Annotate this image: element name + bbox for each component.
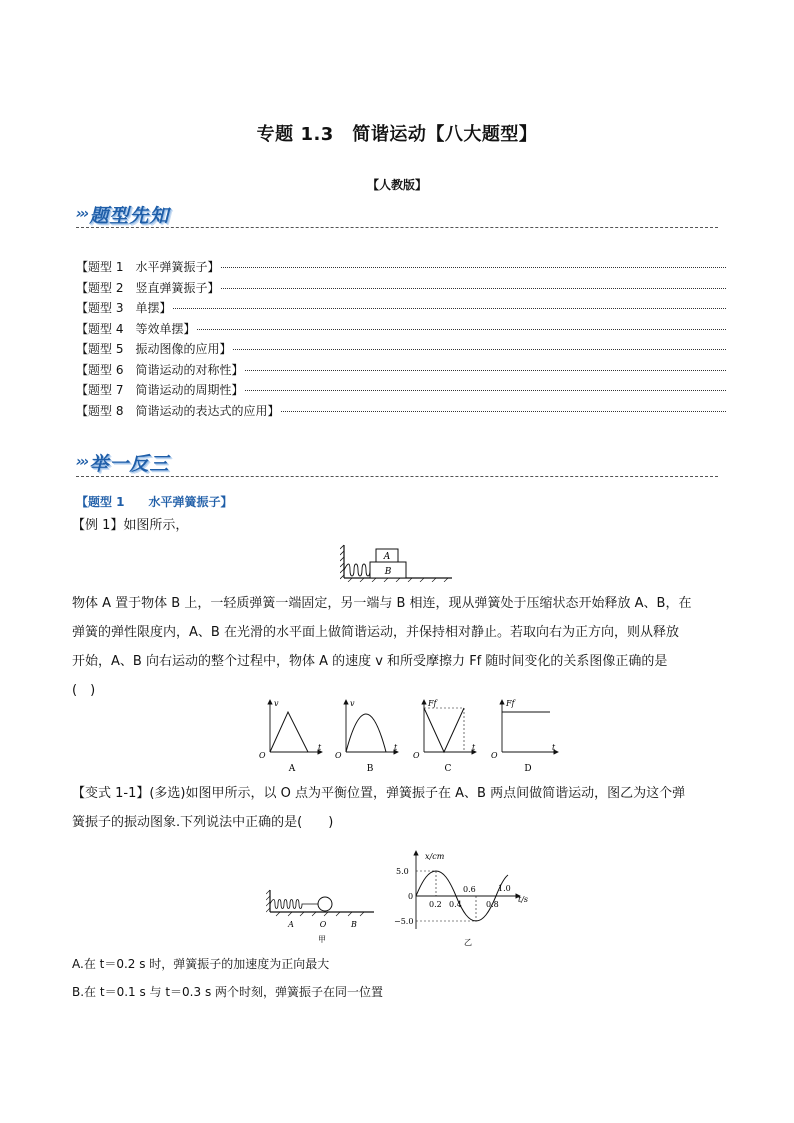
svg-text:1.0: 1.0 — [498, 884, 511, 893]
svg-text:C: C — [444, 764, 452, 774]
example-text: 物体 A 置于物体 B 上，一轻质弹簧一端固定，另一端与 B 相连，现从弹簧处于压缩状态开始释放 A、B，在 弹簧的弹性限度内，A、B 在光滑的水平面上做简谐运动，并保持相对静止。若取向右为正方向，则从释放 开始，A、B 向右运动的整个过程中，物体 A 的速度 v 和所受摩擦力 Ff 随时间变化的关系图像正确的是 ( ) — [72, 596, 692, 698]
toc-item[interactable]: 【题型 3 单摆】 — [76, 299, 726, 320]
block-a-label: A — [383, 552, 391, 562]
graph-d[interactable] — [491, 699, 558, 774]
svg-text:t: t — [394, 743, 398, 752]
toc-item[interactable]: 【题型 8 简谐运动的表达式的应用】 — [76, 402, 726, 423]
example-intro: 【例 1】如图所示， — [72, 518, 189, 533]
svg-text:0.4: 0.4 — [449, 900, 462, 909]
svg-text:O: O — [413, 751, 420, 760]
svg-text:v: v — [274, 699, 279, 708]
svg-text:O: O — [491, 751, 498, 760]
graph-c[interactable] — [413, 699, 476, 774]
toc-item[interactable]: 【题型 5 振动图像的应用】 — [76, 340, 726, 361]
svg-text:0: 0 — [408, 892, 414, 901]
svg-text:v: v — [350, 699, 355, 708]
banner-practice-text: 举一反三 — [89, 452, 170, 475]
chevron-arrows-icon: ››› — [76, 454, 88, 470]
svg-text:乙: 乙 — [464, 938, 472, 947]
svg-text:t: t — [552, 743, 556, 752]
svg-text:t: t — [318, 743, 322, 752]
banner-topic-preview-text: 题型先知 — [89, 204, 170, 227]
svg-text:5.0: 5.0 — [396, 867, 409, 876]
svg-text:t/s: t/s — [518, 895, 529, 904]
svg-text:D: D — [524, 764, 532, 774]
chevron-arrows-icon: ››› — [76, 206, 88, 222]
graph-a[interactable] — [259, 699, 322, 774]
toc-item[interactable]: 【题型 7 简谐运动的周期性】 — [76, 381, 726, 402]
svg-text:0.2: 0.2 — [429, 900, 442, 909]
answer-graphs — [256, 696, 566, 774]
banner-practice — [76, 449, 169, 475]
graph-b[interactable] — [335, 699, 398, 774]
spring-block-figure — [340, 540, 458, 582]
table-of-contents — [76, 258, 726, 422]
option-b: B.在 t＝0.1 s 与 t＝0.3 s 两个时刻，弹簧振子在同一位置 — [72, 985, 384, 999]
svg-text:−5.0: −5.0 — [394, 917, 414, 926]
figure-jia — [266, 886, 378, 944]
divider — [76, 476, 718, 477]
svg-text:O: O — [319, 920, 327, 929]
svg-text:t: t — [472, 743, 476, 752]
option-a: A.在 t＝0.2 s 时，弹簧振子的加速度为正向最大 — [72, 957, 330, 971]
block-b-label: B — [384, 567, 392, 577]
banner-topic-preview — [76, 201, 169, 227]
divider — [76, 227, 718, 228]
toc-item[interactable]: 【题型 6 简谐运动的对称性】 — [76, 361, 726, 382]
svg-text:0.6: 0.6 — [463, 885, 476, 894]
figure-yi-vibration-graph — [394, 845, 536, 949]
svg-text:B: B — [351, 920, 357, 929]
page-subtitle: 【人教版】 — [366, 178, 427, 192]
svg-text:B: B — [366, 764, 374, 774]
toc-item[interactable]: 【题型 2 竖直弹簧振子】 — [76, 279, 726, 300]
svg-text:A: A — [288, 764, 296, 774]
svg-text:O: O — [259, 751, 266, 760]
page-title: 专题 1.3 简谐运动【八大题型】 — [256, 124, 538, 145]
toc-item[interactable]: 【题型 4 等效单摆】 — [76, 320, 726, 341]
toc-item[interactable]: 【题型 1 水平弹簧振子】 — [76, 258, 726, 279]
svg-text:x/cm: x/cm — [425, 852, 445, 861]
variant-text: 【变式 1-1】(多选)如图甲所示，以 O 点为平衡位置，弹簧振子在 A、B 两点间做简谐运动，图乙为这个弹 簧振子的振动图象.下列说法中正确的是( ) — [72, 786, 686, 830]
svg-text:Ff: Ff — [506, 699, 515, 708]
svg-text:Ff: Ff — [428, 699, 437, 708]
section-heading: 【题型 1 水平弹簧振子】 — [76, 495, 233, 509]
svg-text:甲: 甲 — [318, 935, 326, 944]
svg-text:A: A — [288, 920, 294, 929]
svg-text:0.8: 0.8 — [486, 900, 499, 909]
svg-text:O: O — [335, 751, 342, 760]
